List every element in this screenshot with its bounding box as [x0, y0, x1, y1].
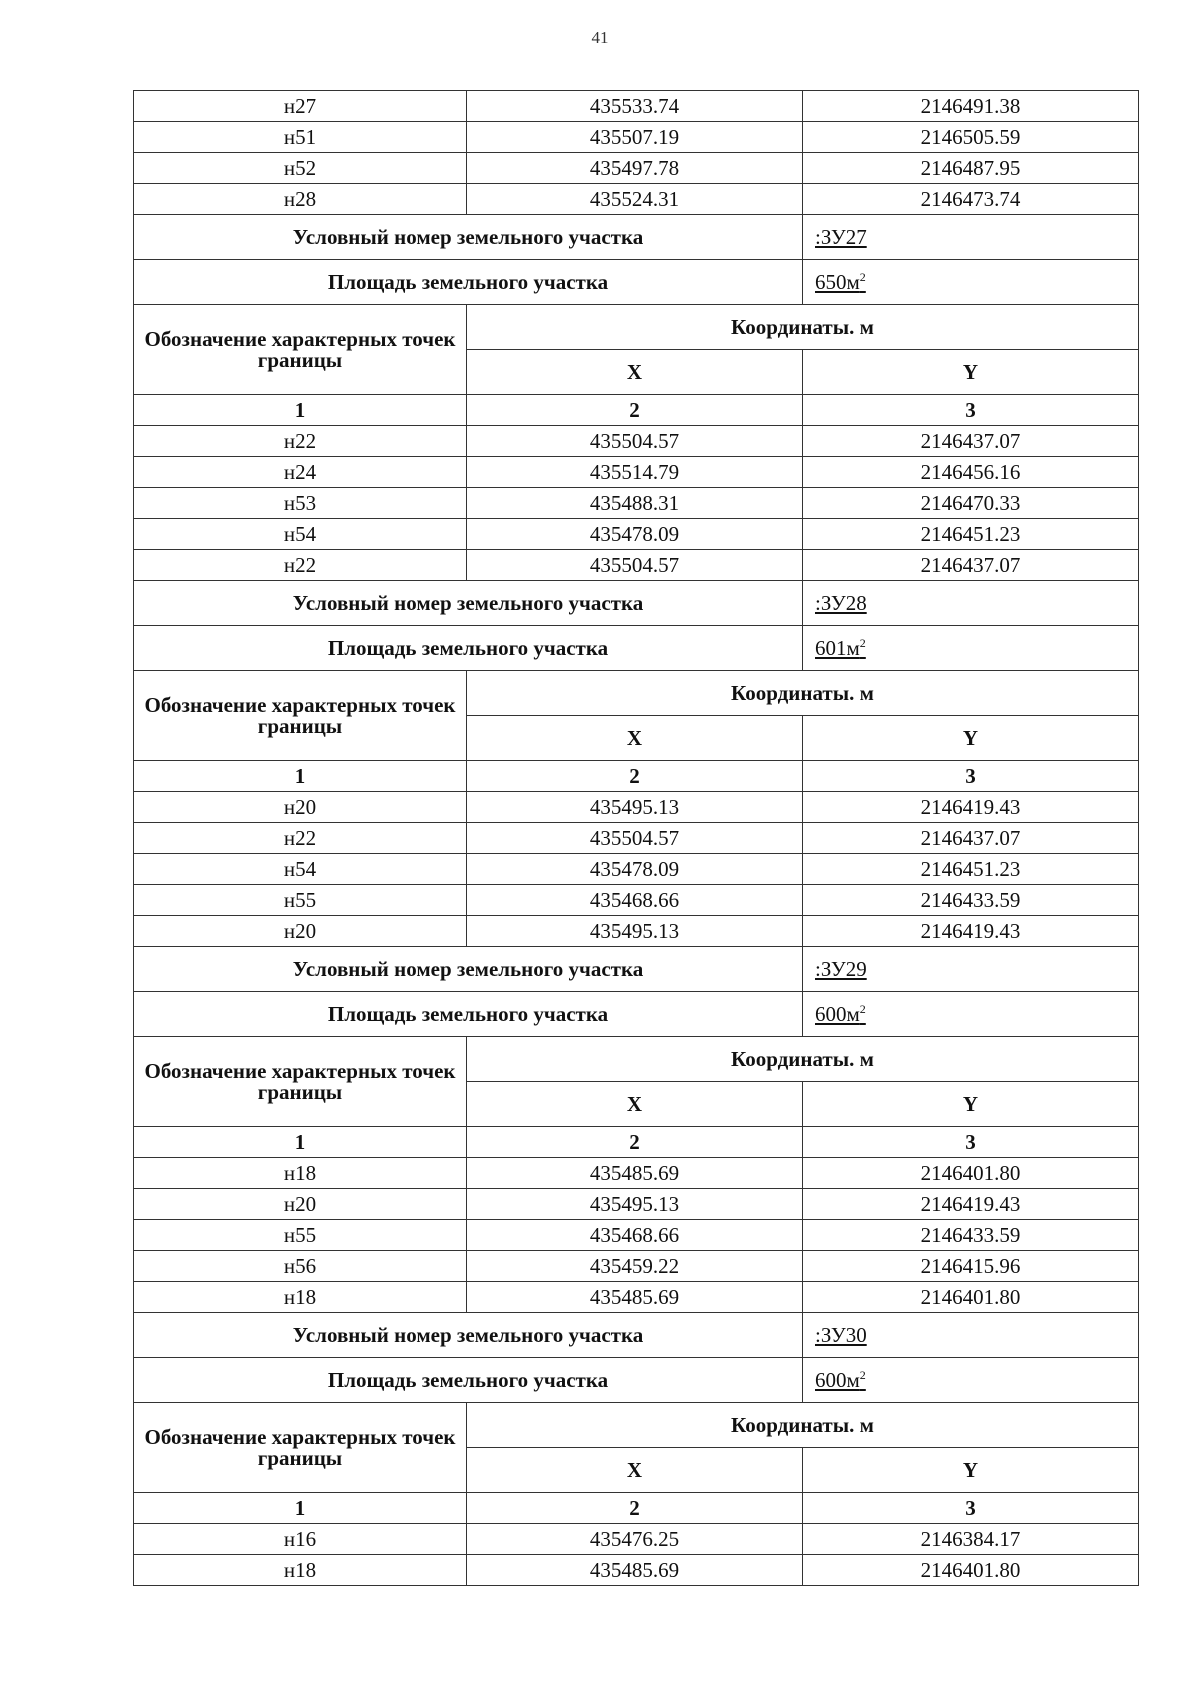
parcel-area-unit-power: 2	[859, 269, 866, 284]
parcel-area-value: 600м	[815, 1367, 860, 1392]
x-coordinate: 435468.66	[467, 885, 803, 916]
parcel-area-cell	[803, 626, 1139, 671]
parcel-number-cell	[803, 947, 1139, 992]
table-row	[134, 519, 1139, 550]
column-number-2: 2	[467, 1493, 803, 1524]
column-number-row	[134, 1493, 1139, 1524]
parcel-number-row	[134, 947, 1139, 992]
table-row	[134, 1158, 1139, 1189]
x-coordinate: 435533.74	[467, 91, 803, 122]
y-coordinate: 2146433.59	[803, 1220, 1139, 1251]
point-column-header: Обозначение характерных точек границы	[134, 671, 467, 761]
y-coordinate: 2146451.23	[803, 854, 1139, 885]
x-coordinate: 435468.66	[467, 1220, 803, 1251]
x-coordinate: 435485.69	[467, 1282, 803, 1313]
x-coordinate: 435495.13	[467, 916, 803, 947]
point-label: н18	[134, 1158, 467, 1189]
x-coordinate: 435478.09	[467, 854, 803, 885]
parcel-number-label: Условный номер земельного участка	[134, 581, 803, 626]
parcel-area-value: 650м	[815, 269, 860, 294]
table-row	[134, 916, 1139, 947]
column-number-3: 3	[803, 1127, 1139, 1158]
x-coordinate: 435495.13	[467, 792, 803, 823]
table-row	[134, 1220, 1139, 1251]
point-label: н18	[134, 1555, 467, 1586]
column-number-3: 3	[803, 761, 1139, 792]
y-header: Y	[803, 1082, 1139, 1127]
parcel-area-value: 601м	[815, 635, 860, 660]
y-coordinate: 2146419.43	[803, 792, 1139, 823]
parcel-number-label: Условный номер земельного участка	[134, 215, 803, 260]
table-row	[134, 91, 1139, 122]
column-header-row	[134, 671, 1139, 716]
parcel-number-row	[134, 581, 1139, 626]
table-row	[134, 1524, 1139, 1555]
column-number-row	[134, 1127, 1139, 1158]
point-label: н56	[134, 1251, 467, 1282]
x-coordinate: 435485.69	[467, 1158, 803, 1189]
parcel-number-label: Условный номер земельного участка	[134, 947, 803, 992]
y-coordinate: 2146491.38	[803, 91, 1139, 122]
table-row	[134, 550, 1139, 581]
x-coordinate: 435488.31	[467, 488, 803, 519]
point-label: н22	[134, 823, 467, 854]
y-coordinate: 2146473.74	[803, 184, 1139, 215]
point-label: н27	[134, 91, 467, 122]
column-number-2: 2	[467, 1127, 803, 1158]
point-label: н28	[134, 184, 467, 215]
x-coordinate: 435478.09	[467, 519, 803, 550]
point-label: н54	[134, 854, 467, 885]
table-row	[134, 1251, 1139, 1282]
y-coordinate: 2146470.33	[803, 488, 1139, 519]
point-label: н22	[134, 550, 467, 581]
column-number-1: 1	[134, 761, 467, 792]
parcel-number-label: Условный номер земельного участка	[134, 1313, 803, 1358]
parcel-area-wrap	[815, 1368, 866, 1392]
y-coordinate: 2146451.23	[803, 519, 1139, 550]
coordinates-table	[133, 90, 1139, 1586]
parcel-area-label: Площадь земельного участка	[134, 992, 803, 1037]
point-label: н52	[134, 153, 467, 184]
y-coordinate: 2146401.80	[803, 1158, 1139, 1189]
point-column-header: Обозначение характерных точек границы	[134, 1037, 467, 1127]
y-coordinate: 2146505.59	[803, 122, 1139, 153]
y-coordinate: 2146415.96	[803, 1251, 1139, 1282]
y-coordinate: 2146437.07	[803, 823, 1139, 854]
table-row	[134, 488, 1139, 519]
table-row	[134, 854, 1139, 885]
y-coordinate: 2146384.17	[803, 1524, 1139, 1555]
parcel-area-row	[134, 260, 1139, 305]
x-coordinate: 435459.22	[467, 1251, 803, 1282]
y-header: Y	[803, 1448, 1139, 1493]
y-coordinate: 2146487.95	[803, 153, 1139, 184]
column-number-1: 1	[134, 1493, 467, 1524]
column-header-row	[134, 1403, 1139, 1448]
column-header-row	[134, 305, 1139, 350]
column-number-2: 2	[467, 761, 803, 792]
coordinates-header: Координаты. м	[467, 671, 1139, 716]
parcel-area-wrap	[815, 270, 866, 294]
point-label: н16	[134, 1524, 467, 1555]
parcel-area-label: Площадь земельного участка	[134, 1358, 803, 1403]
x-coordinate: 435485.69	[467, 1555, 803, 1586]
point-label: н24	[134, 457, 467, 488]
y-coordinate: 2146433.59	[803, 885, 1139, 916]
parcel-area-value: 600м	[815, 1001, 860, 1026]
x-header: X	[467, 1082, 803, 1127]
parcel-number-value: :ЗУ27	[815, 224, 867, 249]
y-coordinate: 2146456.16	[803, 457, 1139, 488]
parcel-area-cell	[803, 992, 1139, 1037]
x-coordinate: 435495.13	[467, 1189, 803, 1220]
table-row	[134, 823, 1139, 854]
column-number-1: 1	[134, 1127, 467, 1158]
column-number-3: 3	[803, 1493, 1139, 1524]
y-coordinate: 2146419.43	[803, 916, 1139, 947]
parcel-area-wrap	[815, 1002, 866, 1026]
point-label: н22	[134, 426, 467, 457]
coordinates-header: Координаты. м	[467, 1403, 1139, 1448]
parcel-number-value: :ЗУ29	[815, 956, 867, 981]
point-label: н54	[134, 519, 467, 550]
point-column-header: Обозначение характерных точек границы	[134, 305, 467, 395]
point-label: н18	[134, 1282, 467, 1313]
parcel-area-row	[134, 1358, 1139, 1403]
y-header: Y	[803, 350, 1139, 395]
table-row	[134, 1189, 1139, 1220]
parcel-area-cell	[803, 260, 1139, 305]
parcel-area-cell	[803, 1358, 1139, 1403]
point-label: н51	[134, 122, 467, 153]
coordinates-header: Координаты. м	[467, 305, 1139, 350]
table-row	[134, 457, 1139, 488]
table-row	[134, 426, 1139, 457]
column-number-3: 3	[803, 395, 1139, 426]
parcel-area-wrap	[815, 636, 866, 660]
parcel-area-unit-power: 2	[859, 1367, 866, 1382]
x-coordinate: 435524.31	[467, 184, 803, 215]
parcel-number-row	[134, 215, 1139, 260]
parcel-area-label: Площадь земельного участка	[134, 260, 803, 305]
table-row	[134, 122, 1139, 153]
column-number-2: 2	[467, 395, 803, 426]
table-row	[134, 885, 1139, 916]
parcel-area-label: Площадь земельного участка	[134, 626, 803, 671]
point-label: н20	[134, 916, 467, 947]
point-column-header: Обозначение характерных точек границы	[134, 1403, 467, 1493]
x-header: X	[467, 716, 803, 761]
parcel-number-cell	[803, 1313, 1139, 1358]
coordinates-header: Координаты. м	[467, 1037, 1139, 1082]
column-number-1: 1	[134, 395, 467, 426]
x-coordinate: 435514.79	[467, 457, 803, 488]
parcel-number-row	[134, 1313, 1139, 1358]
parcel-area-row	[134, 992, 1139, 1037]
page-number: 41	[591, 28, 609, 47]
column-header-row	[134, 1037, 1139, 1082]
y-coordinate: 2146437.07	[803, 550, 1139, 581]
point-label: н55	[134, 885, 467, 916]
parcel-number-cell	[803, 581, 1139, 626]
x-header: X	[467, 350, 803, 395]
x-coordinate: 435476.25	[467, 1524, 803, 1555]
x-coordinate: 435504.57	[467, 550, 803, 581]
parcel-number-value: :ЗУ30	[815, 1322, 867, 1347]
parcel-area-unit-power: 2	[859, 1001, 866, 1016]
table-row	[134, 153, 1139, 184]
point-label: н55	[134, 1220, 467, 1251]
point-label: н20	[134, 792, 467, 823]
x-header: X	[467, 1448, 803, 1493]
table-row	[134, 1282, 1139, 1313]
parcel-number-value: :ЗУ28	[815, 590, 867, 615]
point-label: н20	[134, 1189, 467, 1220]
point-label: н53	[134, 488, 467, 519]
x-coordinate: 435504.57	[467, 823, 803, 854]
x-coordinate: 435497.78	[467, 153, 803, 184]
x-coordinate: 435507.19	[467, 122, 803, 153]
y-header: Y	[803, 716, 1139, 761]
table-row	[134, 1555, 1139, 1586]
column-number-row	[134, 761, 1139, 792]
y-coordinate: 2146401.80	[803, 1555, 1139, 1586]
parcel-area-row	[134, 626, 1139, 671]
table-row	[134, 792, 1139, 823]
y-coordinate: 2146419.43	[803, 1189, 1139, 1220]
y-coordinate: 2146401.80	[803, 1282, 1139, 1313]
table-row	[134, 184, 1139, 215]
parcel-area-unit-power: 2	[859, 635, 866, 650]
parcel-number-cell	[803, 215, 1139, 260]
y-coordinate: 2146437.07	[803, 426, 1139, 457]
column-number-row	[134, 395, 1139, 426]
x-coordinate: 435504.57	[467, 426, 803, 457]
